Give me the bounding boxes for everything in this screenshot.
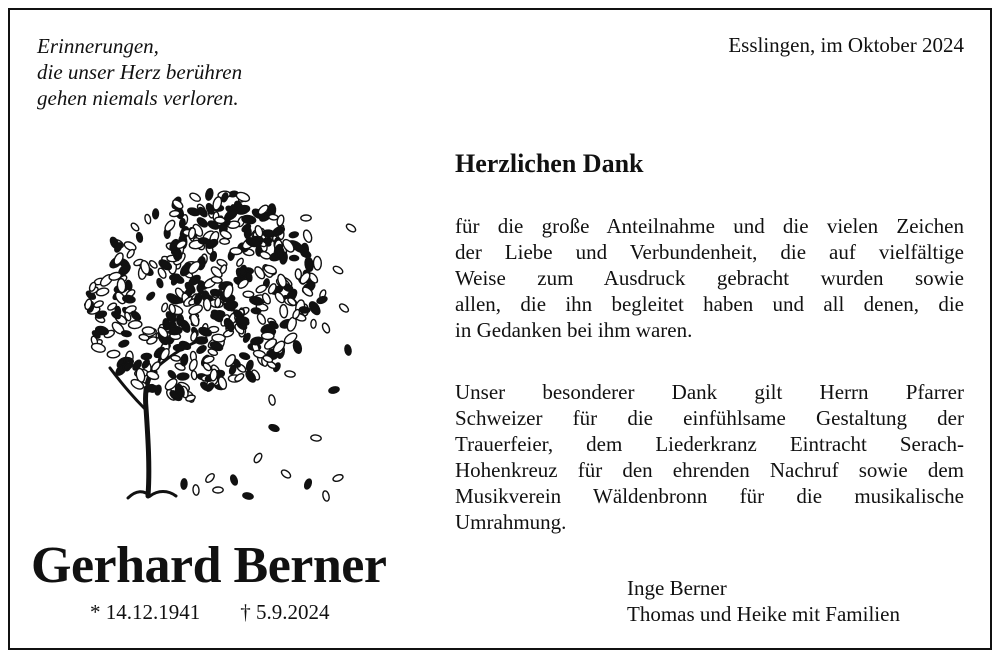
paragraph-line: Musikverein Wäldenbronn für die musikalische [455, 484, 964, 508]
paragraph-line: Umrahmung. [455, 510, 567, 534]
paragraph-line: in Gedanken bei ihm waren. [455, 318, 693, 342]
leaf-cluster [84, 188, 357, 502]
paragraph-line: Hohenkreuz für den ehrenden Nachruf sowie dem [455, 458, 964, 482]
paragraph-line: Schweizer für die einfühlsame Gestaltung der [455, 406, 964, 430]
thanks-heading: Herzlichen Dank [455, 149, 644, 178]
death-date: † 5.9.2024 [240, 600, 330, 624]
motto-line: die unser Herz berühren [37, 60, 243, 84]
paragraph-line: der Liebe und Verbundenheit, die auf vielfältige [455, 240, 964, 264]
life-dates [90, 600, 330, 625]
thanks-paragraph [455, 213, 964, 343]
deceased-name: Gerhard Berner [31, 537, 387, 594]
paragraph-line: allen, die ihn begleitet haben und all denen, die [455, 292, 964, 316]
memorial-motto [37, 33, 242, 111]
paragraph-line: Weise zum Ausdruck gebracht wurden sowie [455, 266, 964, 290]
motto-line: Erinnerungen, [37, 34, 159, 58]
signers-block [627, 575, 900, 627]
motto-line: gehen niemals verloren. [37, 86, 239, 110]
place-and-date: Esslingen, im Oktober 2024 [728, 33, 964, 57]
signer-line: Thomas und Heike mit Familien [627, 602, 900, 626]
paragraph-line: Trauerfeier, dem Liederkranz Eintracht Serach- [455, 432, 964, 456]
birth-date: * 14.12.1941 [90, 600, 201, 624]
special-thanks-paragraph [455, 379, 964, 535]
signer-line: Inge Berner [627, 576, 727, 600]
paragraph-line: für die große Anteilnahme und die vielen Zeichen [455, 214, 964, 238]
windblown-tree-icon [76, 178, 366, 508]
paragraph-line: Unser besonderer Dank gilt Herrn Pfarrer [455, 380, 964, 404]
